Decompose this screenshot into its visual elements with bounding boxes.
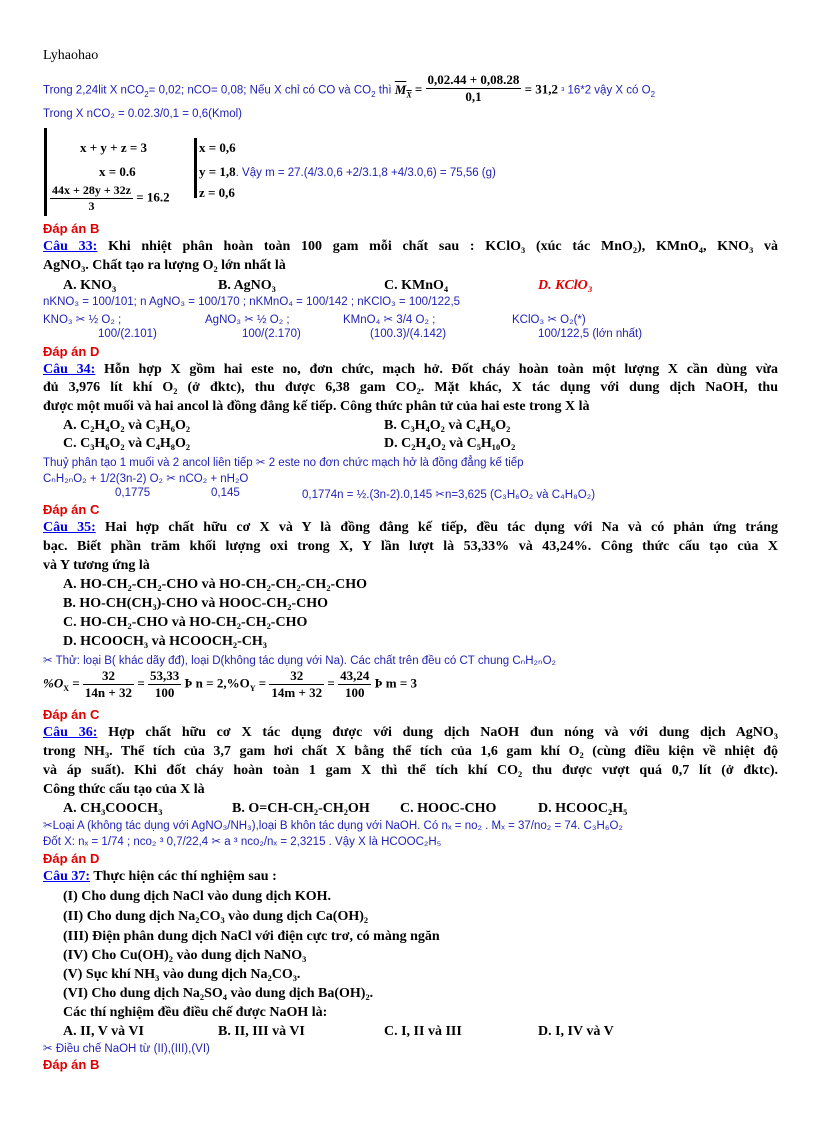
- q34-solution-1: Thuỷ phân tạo 1 muối và 2 ancol liên tiếp ✂ 2 este no đơn chức mạch hở là đồng đẳng kế tiếp: [43, 457, 524, 469]
- q37-solution-1: ✂ Điều chế NaOH từ (II),(III),(VI): [43, 1043, 210, 1055]
- solution-y-line: y = 1,8. Vậy m = 27.(4/3.0,6 +2/3.1,8 +4/3.0,6) = 75,56 (g): [199, 164, 496, 179]
- q34-option-d: D. C₂H₄O₂ và C₅H₁₀O₂: [384, 436, 516, 451]
- q35-option-d: D. HCOOCH₃ và HCOOCH₂-CH₃: [63, 634, 267, 649]
- q36-text-3: và áp suất). Khi đốt cháy hoàn toàn 1 gam X thì thể tích khí CO₂ thu được vượt quá 0,7 lít (ở đktc).: [43, 763, 778, 778]
- solution-z: z = 0,6: [199, 185, 235, 200]
- q33-answer: Đáp án D: [43, 344, 100, 359]
- q36-option-a: A. CH₃COOCH₃: [63, 801, 163, 816]
- q34-option-a: A. C₂H₄O₂ và C₃H₆O₂: [63, 418, 191, 433]
- intro-line-1: Trong 2,24lit X nCO$_2$= 0,02; nCO= 0,08; Nếu X chỉ có CO và $CO_2$ thì $M_X$ = $\frac{0,02.44 + 0,08.28}{0,1}$ = 31,2 ³ 16*2 vậy X có $O_2$: [43, 72, 656, 104]
- mx-fraction: $\frac{0,02.44 + 0,08.28}{0,1}$: [427, 72, 520, 104]
- q37-item-6: (VI) Cho dung dịch Na₂SO₄ vào dung dịch Ba(OH)₂.: [63, 986, 374, 1001]
- q33-solution-3d: 100/122,5 (lớn nhất): [538, 328, 643, 340]
- q33-solution-2c: KMnO₄ ✂ 3/4 O₂ ;: [343, 314, 436, 326]
- q35-option-a: A. HO-CH₂-CH₂-CHO và HO-CH₂-CH₂-CH₂-CHO: [63, 577, 368, 592]
- q37-label: Câu 37:: [43, 869, 91, 884]
- q35-solution-1: ✂ Thử: loại B( khác dãy đđ), loại D(không tác dụng với Na). Các chất trên đều có CT chung CₙH₂ₙO₂: [43, 655, 556, 667]
- q37-answer: Đáp án B: [43, 1057, 100, 1072]
- q35-formula: $\%O_X$ = $\frac{32}{14n + 32}$ = $\frac{53,33}{100}$ Þ $n = 2,\%O_Y$ = $\frac{32}{14m + 32}$ = $\frac{43,24}{100}$ Þ m = 3: [43, 668, 417, 700]
- q37-option-d: D. I, IV và V: [538, 1024, 614, 1039]
- q37-item-5: (V) Sục khí NH₃ vào dung dịch Na₂CO₃.: [63, 967, 301, 982]
- q33-label: Câu 33:: [43, 239, 98, 254]
- q35-text-3: và Y tương ứng là: [43, 558, 150, 573]
- q36-option-b: B. O=CH-CH₂-CH₂OH: [232, 801, 370, 816]
- q37-text-intro: Câu 37: Thực hiện các thí nghiệm sau :: [43, 869, 277, 884]
- q37-item-1: (I) Cho dung dịch NaCl vào dung dịch KOH.: [63, 889, 332, 904]
- equation-1: x + y + z = 3: [80, 140, 147, 155]
- q37-item-3: (III) Điện phân dung dịch NaCl với điện cực trơ, có màng ngăn: [63, 929, 440, 944]
- q33-option-c: C. KMnO₄: [384, 278, 449, 293]
- intro-line-2: Trong X nCO₂ = 0.02.3/0,1 = 0,6(Kmol): [43, 108, 242, 120]
- q35-answer: Đáp án C: [43, 707, 100, 722]
- q33-solution-2a: KNO₃ ✂ ½ O₂ ;: [43, 314, 122, 326]
- solution-x: x = 0,6: [199, 140, 236, 155]
- q37-question: Các thí nghiệm đều điều chế được NaOH là:: [63, 1005, 328, 1020]
- q36-solution-2: Đốt X: nₓ = 1/74 ; nco₂ ³ 0,7/22,4 ✂ a ³ nco₂/nₓ = 2,3215 . Vậy X là HCOOC₂H₅: [43, 836, 442, 848]
- q33-solution-3b: 100/(2.170): [242, 328, 301, 340]
- author: Lyhaohao: [43, 48, 99, 63]
- q33-option-a: A. KNO₃: [63, 278, 117, 293]
- q37-option-c: C. I, II và III: [384, 1024, 462, 1039]
- q33-solution-3a: 100/(2.101): [98, 328, 157, 340]
- q35-text-1: Câu 35: Hai hợp chất hữu cơ X và Y là đồng đẳng kế tiếp, đều tác dụng với Na và có phản ứng tráng: [43, 520, 779, 535]
- q36-option-c: C. HOOC-CHO: [400, 801, 497, 816]
- q34-text-3: được một muối và hai ancol là đồng đẳng kế tiếp. Công thức phân tử của hai este trong X là: [43, 399, 590, 414]
- q36-text-2: trong NH₃. Thể tích của 3,7 gam hơi chất X bằng thể tích của 1,6 gam khí O₂ (cùng điều kiện về nhiệt độ: [43, 744, 778, 759]
- q34-text-1: Câu 34: Hỗn hợp X gồm hai este no, đơn chức, mạch hở. Đốt cháy hoàn toàn một lượng X cần dùng vừa: [43, 362, 779, 377]
- mx-symbol: $M_X$: [394, 81, 412, 100]
- q35-text-2: bạc. Biết phần trăm khối lượng oxi trong X, Y lần lượt là 53,33% và 43,24%. Công thức cấu tạo của X: [43, 539, 778, 554]
- q33-text-1: Câu 33: Khi nhiệt phân hoàn toàn 100 gam mỗi chất sau : KClO₃ (xúc tác MnO₂), KMnO₄, KNO₃ và: [43, 239, 779, 254]
- q34-label: Câu 34:: [43, 362, 96, 377]
- q33-solution-1: nKNO₃ = 100/101; n AgNO₃ = 100/170 ; nKMnO₄ = 100/142 ; nKClO₃ = 100/122,5: [43, 296, 461, 308]
- q35-option-b: B. HO-CH(CH₃)-CHO và HOOC-CH₂-CHO: [63, 596, 329, 611]
- q34-option-c: C. C₃H₆O₂ và C₄H₈O₂: [63, 436, 191, 451]
- q33-text-2: AgNO₃. Chất tạo ra lượng O₂ lớn nhất là: [43, 258, 286, 273]
- equation-2: x = 0.6: [99, 164, 136, 179]
- q34-solution-2: CₙH₂ₙO₂ + 1/2(3n-2) O₂ ✂ nCO₂ + nH₂O: [43, 473, 249, 485]
- q33-option-b: B. AgNO₃: [218, 278, 276, 293]
- q37-option-b: B. II, III và VI: [218, 1024, 305, 1039]
- q37-item-4: (IV) Cho Cu(OH)₂ vào dung dịch NaNO₃: [63, 948, 307, 963]
- q36-answer: Đáp án D: [43, 851, 100, 866]
- q34-answer: Đáp án C: [43, 502, 100, 517]
- q36-option-d: D. HCOOC₂H₅: [538, 801, 628, 816]
- mx-result: = 31,2: [524, 81, 559, 97]
- q34-solution-3a: 0,1775: [115, 487, 151, 499]
- q33-solution-2b: AgNO₃ ✂ ½ O₂ ;: [205, 314, 290, 326]
- q33-solution-3c: (100.3)/(4.142): [370, 328, 447, 340]
- equation-3: $\frac{44x + 28y + 32z}{3}$ = 16.2: [52, 183, 170, 213]
- q36-solution-1: ✂Loại A (không tác dụng với AgNO₃/NH₃),loại B khôn tác dụng với NaOH. Có nₓ = no₂ . Mₓ = 37/no₂ = 74. C₃H₆O₂: [43, 820, 623, 832]
- q33-solution-2d: KClO₃ ✂ O₂(*): [512, 314, 586, 326]
- system-brace-right: [194, 138, 197, 198]
- q36-text-4: Công thức cấu tạo của X là: [43, 782, 205, 797]
- answer-intro: Đáp án B: [43, 221, 100, 236]
- q35-label: Câu 35:: [43, 520, 96, 535]
- q34-text-2: đủ 3,976 lít khí O₂ (ở đktc), thu được 6,38 gam CO₂. Mặt khác, X tác dụng với dung dịch NaOH, thu: [43, 380, 778, 395]
- q34-solution-3c: 0,1774n = ½.(3n-2).0,145 ✂n=3,625 (C₃H₆O₂ và C₄H₈O₂): [302, 489, 596, 501]
- q33-option-d: D. KClO₃: [538, 278, 593, 293]
- q37-option-a: A. II, V và VI: [63, 1024, 144, 1039]
- q37-item-2: (II) Cho dung dịch Na₂CO₃ vào dung dịch Ca(OH)₂: [63, 909, 369, 924]
- q36-label: Câu 36:: [43, 725, 98, 740]
- system-brace-left: [44, 128, 47, 216]
- q35-option-c: C. HO-CH₂-CHO và HO-CH₂-CH₂-CHO: [63, 615, 308, 630]
- q34-solution-3b: 0,145: [211, 487, 240, 499]
- q34-option-b: B. C₃H₄O₂ và C₄H₆O₂: [384, 418, 511, 433]
- q36-text-1: Câu 36: Hợp chất hữu cơ X tác dụng được với dung dịch NaOH đun nóng và với dung dịch AgNO₃: [43, 725, 779, 740]
